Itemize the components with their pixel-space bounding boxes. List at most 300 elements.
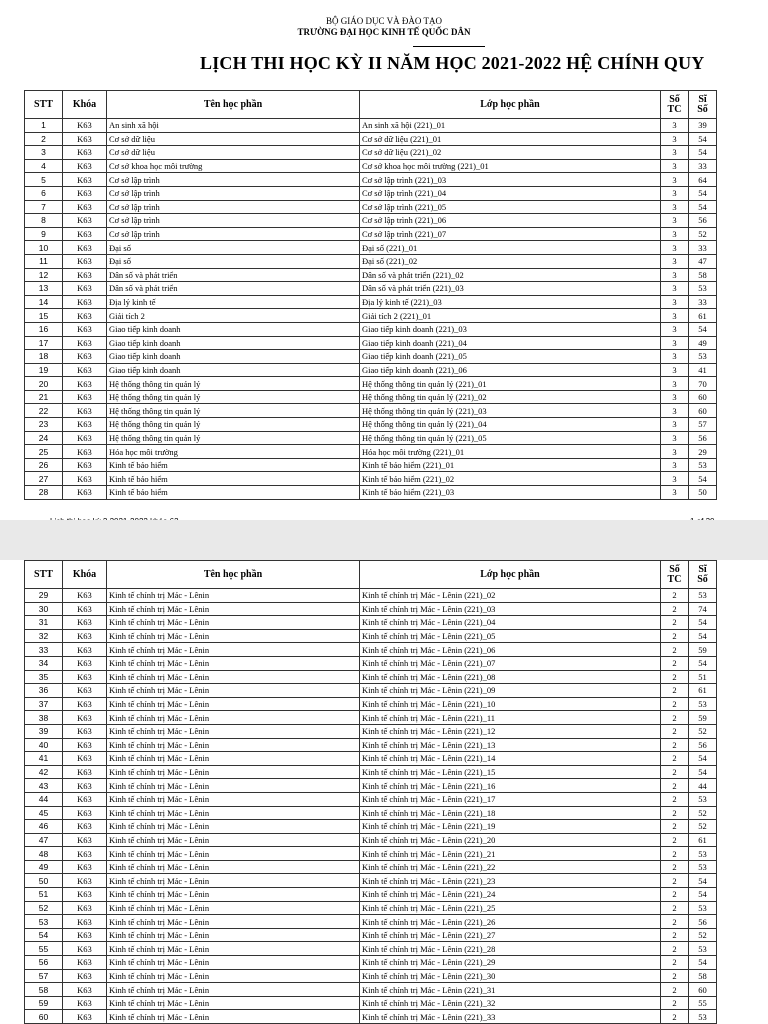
so-tin-chi-cell: 2 [661, 888, 689, 902]
khoa-cell: K63 [63, 833, 107, 847]
column-header-lop-hoc-phan: Lớp học phần [360, 561, 661, 589]
lop-hoc-phan-cell: Kinh tế chính trị Mác - Lênin (221)_26 [360, 915, 661, 929]
khoa-cell: K63 [63, 241, 107, 255]
si-so-cell: 60 [689, 983, 717, 997]
table-row [25, 363, 717, 377]
stt-cell: 14 [25, 295, 63, 309]
lop-hoc-phan-cell: Kinh tế chính trị Mác - Lênin (221)_22 [360, 860, 661, 874]
so-tin-chi-cell: 2 [661, 928, 689, 942]
si-so-cell: 50 [689, 486, 717, 500]
stt-cell: 59 [25, 996, 63, 1010]
lop-hoc-phan-cell: Cơ sở dữ liệu (221)_02 [360, 146, 661, 160]
table-row [25, 418, 717, 432]
lop-hoc-phan-cell: Kinh tế chính trị Mác - Lênin (221)_04 [360, 616, 661, 630]
stt-cell: 41 [25, 752, 63, 766]
table-row [25, 792, 717, 806]
khoa-cell: K63 [63, 589, 107, 603]
table-row [25, 390, 717, 404]
khoa-cell: K63 [63, 322, 107, 336]
table-row [25, 942, 717, 956]
si-so-cell: 33 [689, 241, 717, 255]
si-so-cell: 53 [689, 589, 717, 603]
lop-hoc-phan-cell: Hệ thống thông tin quản lý (221)_01 [360, 377, 661, 391]
stt-cell: 4 [25, 159, 63, 173]
lop-hoc-phan-cell: Kinh tế chính trị Mác - Lênin (221)_23 [360, 874, 661, 888]
stt-cell: 37 [25, 697, 63, 711]
lop-hoc-phan-cell: Giải tích 2 (221)_01 [360, 309, 661, 323]
so-tin-chi-cell: 3 [661, 309, 689, 323]
ten-hoc-phan-cell: Kinh tế chính trị Mác - Lênin [107, 724, 360, 738]
si-so-cell: 52 [689, 724, 717, 738]
lop-hoc-phan-cell: Kinh tế chính trị Mác - Lênin (221)_07 [360, 656, 661, 670]
lop-hoc-phan-cell: Giao tiếp kinh doanh (221)_05 [360, 350, 661, 364]
ten-hoc-phan-cell: Kinh tế chính trị Mác - Lênin [107, 888, 360, 902]
stt-cell: 30 [25, 602, 63, 616]
table-row [25, 472, 717, 486]
si-so-cell: 60 [689, 390, 717, 404]
so-tin-chi-cell: 2 [661, 738, 689, 752]
so-tin-chi-cell: 2 [661, 956, 689, 970]
khoa-cell: K63 [63, 363, 107, 377]
khoa-cell: K63 [63, 738, 107, 752]
lop-hoc-phan-cell: Kinh tế chính trị Mác - Lênin (221)_12 [360, 724, 661, 738]
so-tin-chi-cell: 3 [661, 159, 689, 173]
ten-hoc-phan-cell: Kinh tế chính trị Mác - Lênin [107, 915, 360, 929]
lop-hoc-phan-cell: An sinh xã hội (221)_01 [360, 119, 661, 133]
header-divider [413, 46, 485, 47]
table-row [25, 254, 717, 268]
so-tin-chi-cell: 2 [661, 765, 689, 779]
so-tin-chi-cell: 3 [661, 227, 689, 241]
lop-hoc-phan-cell: Cơ sở khoa học môi trường (221)_01 [360, 159, 661, 173]
so-tin-chi-cell: 2 [661, 1010, 689, 1024]
so-tin-chi-cell: 3 [661, 200, 689, 214]
si-so-cell: 52 [689, 806, 717, 820]
exam-schedule-table [24, 90, 717, 500]
khoa-cell: K63 [63, 458, 107, 472]
khoa-cell: K63 [63, 928, 107, 942]
column-header-stt: STT [25, 91, 63, 119]
si-so-cell: 57 [689, 418, 717, 432]
khoa-cell: K63 [63, 860, 107, 874]
stt-cell: 34 [25, 656, 63, 670]
table-row [25, 186, 717, 200]
ten-hoc-phan-cell: Kinh tế chính trị Mác - Lênin [107, 779, 360, 793]
table-header-row [25, 91, 717, 119]
khoa-cell: K63 [63, 956, 107, 970]
khoa-cell: K63 [63, 295, 107, 309]
khoa-cell: K63 [63, 146, 107, 160]
khoa-cell: K63 [63, 629, 107, 643]
so-tin-chi-cell: 2 [661, 792, 689, 806]
so-tin-chi-cell: 3 [661, 377, 689, 391]
ten-hoc-phan-cell: Kinh tế chính trị Mác - Lênin [107, 983, 360, 997]
ten-hoc-phan-cell: Cơ sở khoa học môi trường [107, 159, 360, 173]
khoa-cell: K63 [63, 874, 107, 888]
khoa-cell: K63 [63, 336, 107, 350]
khoa-cell: K63 [63, 711, 107, 725]
khoa-cell: K63 [63, 752, 107, 766]
table-row [25, 616, 717, 630]
table-row [25, 833, 717, 847]
lop-hoc-phan-cell: Hệ thống thông tin quản lý (221)_02 [360, 390, 661, 404]
lop-hoc-phan-cell: Hệ thống thông tin quản lý (221)_05 [360, 431, 661, 445]
table-row [25, 282, 717, 296]
ten-hoc-phan-cell: Kinh tế bảo hiểm [107, 486, 360, 500]
stt-cell: 17 [25, 336, 63, 350]
stt-cell: 6 [25, 186, 63, 200]
si-so-cell: 33 [689, 159, 717, 173]
so-tin-chi-cell: 2 [661, 711, 689, 725]
stt-cell: 32 [25, 629, 63, 643]
ten-hoc-phan-cell: Giao tiếp kinh doanh [107, 322, 360, 336]
si-so-cell: 41 [689, 363, 717, 377]
lop-hoc-phan-cell: Kinh tế chính trị Mác - Lênin (221)_24 [360, 888, 661, 902]
lop-hoc-phan-cell: Cơ sở lập trình (221)_03 [360, 173, 661, 187]
stt-cell: 9 [25, 227, 63, 241]
stt-cell: 25 [25, 445, 63, 459]
table-row [25, 888, 717, 902]
table-row [25, 874, 717, 888]
stt-cell: 22 [25, 404, 63, 418]
ten-hoc-phan-cell: Kinh tế bảo hiểm [107, 472, 360, 486]
stt-cell: 28 [25, 486, 63, 500]
so-tin-chi-cell: 3 [661, 418, 689, 432]
ten-hoc-phan-cell: An sinh xã hội [107, 119, 360, 133]
ten-hoc-phan-cell: Kinh tế chính trị Mác - Lênin [107, 860, 360, 874]
stt-cell: 3 [25, 146, 63, 160]
khoa-cell: K63 [63, 765, 107, 779]
stt-cell: 7 [25, 200, 63, 214]
ten-hoc-phan-cell: Hệ thống thông tin quản lý [107, 377, 360, 391]
si-so-cell: 53 [689, 458, 717, 472]
table-row [25, 969, 717, 983]
so-tin-chi-cell: 3 [661, 431, 689, 445]
si-so-cell: 29 [689, 445, 717, 459]
si-so-cell: 58 [689, 268, 717, 282]
khoa-cell: K63 [63, 697, 107, 711]
so-tin-chi-cell: 2 [661, 942, 689, 956]
stt-cell: 46 [25, 820, 63, 834]
table-row [25, 860, 717, 874]
si-so-cell: 58 [689, 969, 717, 983]
lop-hoc-phan-cell: Kinh tế chính trị Mác - Lênin (221)_08 [360, 670, 661, 684]
lop-hoc-phan-cell: Kinh tế chính trị Mác - Lênin (221)_30 [360, 969, 661, 983]
khoa-cell: K63 [63, 616, 107, 630]
table-row [25, 445, 717, 459]
so-tin-chi-cell: 2 [661, 820, 689, 834]
so-tin-chi-cell: 3 [661, 282, 689, 296]
lop-hoc-phan-cell: Hệ thống thông tin quản lý (221)_04 [360, 418, 661, 432]
stt-cell: 11 [25, 254, 63, 268]
khoa-cell: K63 [63, 901, 107, 915]
column-header-so-tc: Số TC [661, 561, 689, 589]
table-row [25, 629, 717, 643]
column-header-khoa: Khóa [63, 561, 107, 589]
stt-cell: 12 [25, 268, 63, 282]
ten-hoc-phan-cell: Kinh tế chính trị Mác - Lênin [107, 684, 360, 698]
ten-hoc-phan-cell: Đại số [107, 254, 360, 268]
si-so-cell: 54 [689, 752, 717, 766]
si-so-cell: 54 [689, 956, 717, 970]
si-so-cell: 59 [689, 711, 717, 725]
ten-hoc-phan-cell: Hệ thống thông tin quản lý [107, 418, 360, 432]
stt-cell: 44 [25, 792, 63, 806]
stt-cell: 31 [25, 616, 63, 630]
lop-hoc-phan-cell: Kinh tế chính trị Mác - Lênin (221)_14 [360, 752, 661, 766]
table-row [25, 928, 717, 942]
khoa-cell: K63 [63, 390, 107, 404]
table-row [25, 752, 717, 766]
ten-hoc-phan-cell: Kinh tế chính trị Mác - Lênin [107, 792, 360, 806]
ten-hoc-phan-cell: Kinh tế chính trị Mác - Lênin [107, 847, 360, 861]
table-row [25, 159, 717, 173]
khoa-cell: K63 [63, 445, 107, 459]
table-row [25, 684, 717, 698]
si-so-cell: 33 [689, 295, 717, 309]
lop-hoc-phan-cell: Kinh tế chính trị Mác - Lênin (221)_20 [360, 833, 661, 847]
so-tin-chi-cell: 3 [661, 486, 689, 500]
so-tin-chi-cell: 2 [661, 779, 689, 793]
table-row [25, 173, 717, 187]
lop-hoc-phan-cell: Kinh tế bảo hiểm (221)_03 [360, 486, 661, 500]
si-so-cell: 56 [689, 214, 717, 228]
khoa-cell: K63 [63, 350, 107, 364]
table-row [25, 901, 717, 915]
table-row [25, 738, 717, 752]
so-tin-chi-cell: 3 [661, 404, 689, 418]
lop-hoc-phan-cell: Cơ sở lập trình (221)_06 [360, 214, 661, 228]
page-separator [0, 520, 768, 560]
ten-hoc-phan-cell: Kinh tế chính trị Mác - Lênin [107, 956, 360, 970]
khoa-cell: K63 [63, 173, 107, 187]
so-tin-chi-cell: 2 [661, 684, 689, 698]
khoa-cell: K63 [63, 119, 107, 133]
lop-hoc-phan-cell: Kinh tế chính trị Mác - Lênin (221)_09 [360, 684, 661, 698]
so-tin-chi-cell: 3 [661, 119, 689, 133]
column-header-lop-hoc-phan: Lớp học phần [360, 91, 661, 119]
so-tin-chi-cell: 3 [661, 390, 689, 404]
table-row [25, 806, 717, 820]
lop-hoc-phan-cell: Kinh tế chính trị Mác - Lênin (221)_27 [360, 928, 661, 942]
ten-hoc-phan-cell: Dân số và phát triển [107, 268, 360, 282]
lop-hoc-phan-cell: Cơ sở lập trình (221)_05 [360, 200, 661, 214]
si-so-cell: 56 [689, 738, 717, 752]
si-so-cell: 52 [689, 227, 717, 241]
table-header-row [25, 561, 717, 589]
so-tin-chi-cell: 3 [661, 350, 689, 364]
exam-schedule-table-continued [24, 560, 717, 1024]
si-so-cell: 64 [689, 173, 717, 187]
ten-hoc-phan-cell: Kinh tế chính trị Mác - Lênin [107, 833, 360, 847]
table-row [25, 847, 717, 861]
lop-hoc-phan-cell: Kinh tế chính trị Mác - Lênin (221)_13 [360, 738, 661, 752]
table-row [25, 724, 717, 738]
stt-cell: 13 [25, 282, 63, 296]
si-so-cell: 53 [689, 792, 717, 806]
lop-hoc-phan-cell: Kinh tế chính trị Mác - Lênin (221)_10 [360, 697, 661, 711]
si-so-cell: 53 [689, 1010, 717, 1024]
so-tin-chi-cell: 2 [661, 616, 689, 630]
si-so-cell: 51 [689, 670, 717, 684]
khoa-cell: K63 [63, 983, 107, 997]
table-row [25, 656, 717, 670]
lop-hoc-phan-cell: Giao tiếp kinh doanh (221)_04 [360, 336, 661, 350]
so-tin-chi-cell: 2 [661, 697, 689, 711]
si-so-cell: 54 [689, 765, 717, 779]
stt-cell: 24 [25, 431, 63, 445]
table-row [25, 779, 717, 793]
so-tin-chi-cell: 2 [661, 901, 689, 915]
khoa-cell: K63 [63, 820, 107, 834]
si-so-cell: 56 [689, 915, 717, 929]
lop-hoc-phan-cell: Kinh tế chính trị Mác - Lênin (221)_19 [360, 820, 661, 834]
si-so-cell: 61 [689, 684, 717, 698]
lop-hoc-phan-cell: Hệ thống thông tin quản lý (221)_03 [360, 404, 661, 418]
lop-hoc-phan-cell: Giao tiếp kinh doanh (221)_06 [360, 363, 661, 377]
si-so-cell: 44 [689, 779, 717, 793]
ten-hoc-phan-cell: Hệ thống thông tin quản lý [107, 404, 360, 418]
stt-cell: 38 [25, 711, 63, 725]
stt-cell: 43 [25, 779, 63, 793]
table-row [25, 377, 717, 391]
khoa-cell: K63 [63, 996, 107, 1010]
so-tin-chi-cell: 2 [661, 656, 689, 670]
lop-hoc-phan-cell: Kinh tế chính trị Mác - Lênin (221)_17 [360, 792, 661, 806]
lop-hoc-phan-cell: Địa lý kinh tế (221)_03 [360, 295, 661, 309]
khoa-cell: K63 [63, 942, 107, 956]
stt-cell: 5 [25, 173, 63, 187]
ten-hoc-phan-cell: Kinh tế chính trị Mác - Lênin [107, 738, 360, 752]
ten-hoc-phan-cell: Cơ sở dữ liệu [107, 146, 360, 160]
so-tin-chi-cell: 3 [661, 214, 689, 228]
si-so-cell: 70 [689, 377, 717, 391]
so-tin-chi-cell: 3 [661, 322, 689, 336]
si-so-cell: 53 [689, 942, 717, 956]
khoa-cell: K63 [63, 254, 107, 268]
ten-hoc-phan-cell: Kinh tế chính trị Mác - Lênin [107, 969, 360, 983]
khoa-cell: K63 [63, 132, 107, 146]
table-row [25, 200, 717, 214]
table-row [25, 350, 717, 364]
stt-cell: 1 [25, 119, 63, 133]
table-row [25, 820, 717, 834]
stt-cell: 35 [25, 670, 63, 684]
si-so-cell: 49 [689, 336, 717, 350]
si-so-cell: 56 [689, 431, 717, 445]
ten-hoc-phan-cell: Kinh tế chính trị Mác - Lênin [107, 806, 360, 820]
ten-hoc-phan-cell: Kinh tế chính trị Mác - Lênin [107, 602, 360, 616]
stt-cell: 16 [25, 322, 63, 336]
table-row [25, 956, 717, 970]
ten-hoc-phan-cell: Cơ sở dữ liệu [107, 132, 360, 146]
so-tin-chi-cell: 3 [661, 445, 689, 459]
ten-hoc-phan-cell: Kinh tế chính trị Mác - Lênin [107, 874, 360, 888]
so-tin-chi-cell: 3 [661, 254, 689, 268]
ten-hoc-phan-cell: Kinh tế chính trị Mác - Lênin [107, 616, 360, 630]
ten-hoc-phan-cell: Giao tiếp kinh doanh [107, 350, 360, 364]
si-so-cell: 54 [689, 146, 717, 160]
ten-hoc-phan-cell: Kinh tế chính trị Mác - Lênin [107, 589, 360, 603]
si-so-cell: 54 [689, 874, 717, 888]
so-tin-chi-cell: 3 [661, 173, 689, 187]
table-row [25, 486, 717, 500]
column-header-stt: STT [25, 561, 63, 589]
table-row [25, 227, 717, 241]
khoa-cell: K63 [63, 486, 107, 500]
lop-hoc-phan-cell: Giao tiếp kinh doanh (221)_03 [360, 322, 661, 336]
so-tin-chi-cell: 2 [661, 724, 689, 738]
stt-cell: 23 [25, 418, 63, 432]
so-tin-chi-cell: 2 [661, 996, 689, 1010]
stt-cell: 45 [25, 806, 63, 820]
stt-cell: 57 [25, 969, 63, 983]
khoa-cell: K63 [63, 806, 107, 820]
stt-cell: 39 [25, 724, 63, 738]
si-so-cell: 60 [689, 404, 717, 418]
khoa-cell: K63 [63, 792, 107, 806]
ten-hoc-phan-cell: Cơ sở lập trình [107, 173, 360, 187]
khoa-cell: K63 [63, 404, 107, 418]
khoa-cell: K63 [63, 724, 107, 738]
lop-hoc-phan-cell: Kinh tế chính trị Mác - Lênin (221)_11 [360, 711, 661, 725]
ten-hoc-phan-cell: Hóa học môi trường [107, 445, 360, 459]
si-so-cell: 61 [689, 309, 717, 323]
ten-hoc-phan-cell: Kinh tế chính trị Mác - Lênin [107, 643, 360, 657]
stt-cell: 27 [25, 472, 63, 486]
khoa-cell: K63 [63, 431, 107, 445]
table-row [25, 336, 717, 350]
si-so-cell: 54 [689, 132, 717, 146]
si-so-cell: 52 [689, 928, 717, 942]
ten-hoc-phan-cell: Địa lý kinh tế [107, 295, 360, 309]
khoa-cell: K63 [63, 282, 107, 296]
table-row [25, 589, 717, 603]
table-row [25, 431, 717, 445]
table-row [25, 119, 717, 133]
si-so-cell: 53 [689, 901, 717, 915]
table-row [25, 983, 717, 997]
so-tin-chi-cell: 2 [661, 752, 689, 766]
si-so-cell: 54 [689, 629, 717, 643]
page-title: LỊCH THI HỌC KỲ II NĂM HỌC 2021-2022 HỆ CHÍNH QUY [200, 53, 705, 73]
so-tin-chi-cell: 3 [661, 132, 689, 146]
stt-cell: 33 [25, 643, 63, 657]
stt-cell: 49 [25, 860, 63, 874]
stt-cell: 40 [25, 738, 63, 752]
column-header-khoa: Khóa [63, 91, 107, 119]
si-so-cell: 54 [689, 186, 717, 200]
column-header-ten-hoc-phan: Tên học phần [107, 561, 360, 589]
lop-hoc-phan-cell: Kinh tế bảo hiểm (221)_01 [360, 458, 661, 472]
si-so-cell: 54 [689, 888, 717, 902]
table-row [25, 458, 717, 472]
khoa-cell: K63 [63, 1010, 107, 1024]
table-row [25, 322, 717, 336]
table-row [25, 602, 717, 616]
lop-hoc-phan-cell: Cơ sở lập trình (221)_04 [360, 186, 661, 200]
so-tin-chi-cell: 2 [661, 874, 689, 888]
stt-cell: 10 [25, 241, 63, 255]
so-tin-chi-cell: 2 [661, 860, 689, 874]
table-row [25, 295, 717, 309]
si-so-cell: 61 [689, 833, 717, 847]
so-tin-chi-cell: 2 [661, 847, 689, 861]
lop-hoc-phan-cell: Cơ sở dữ liệu (221)_01 [360, 132, 661, 146]
khoa-cell: K63 [63, 377, 107, 391]
ten-hoc-phan-cell: Cơ sở lập trình [107, 186, 360, 200]
ten-hoc-phan-cell: Kinh tế chính trị Mác - Lênin [107, 765, 360, 779]
